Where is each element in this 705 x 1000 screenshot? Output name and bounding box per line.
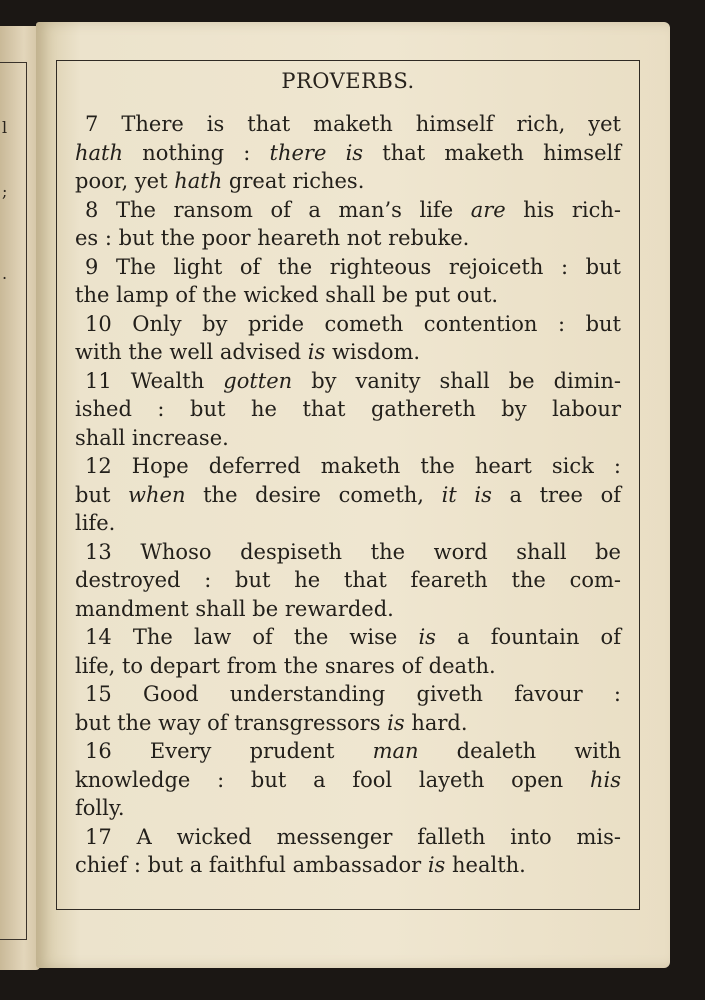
verse-16 — [75, 737, 621, 823]
left-page-fragment: l — [2, 118, 8, 137]
verse-number: 16 — [85, 739, 112, 763]
verse-line: es : but the poor heareth not rebuke. — [75, 226, 470, 250]
verse-11 — [75, 367, 621, 453]
verse-line: 9 The light of the righteous rejoiceth : but — [85, 254, 621, 279]
verse-line: 15 Good understanding giveth favour : — [85, 682, 621, 706]
verse-line: folly. — [75, 796, 125, 820]
verse-line: the lamp of the wicked shall be put out. — [75, 283, 499, 307]
verse-number: 7 — [85, 112, 99, 136]
verse-7 — [75, 110, 621, 196]
book-page — [36, 22, 670, 968]
left-page-edge — [0, 26, 40, 970]
page-header: PROVERBS. — [281, 69, 415, 93]
verse-line: 14 The law of the wise is a fountain of — [85, 625, 621, 649]
verse-number: 12 — [85, 454, 112, 478]
verse-number: 11 — [85, 368, 112, 393]
verse-line: life, to depart from the snares of death. — [75, 653, 496, 678]
verse-line: 7 There is that maketh himself rich, yet — [85, 112, 621, 136]
verse-13 — [75, 538, 621, 624]
verse-number: 17 — [85, 824, 112, 849]
verse-list — [75, 110, 621, 880]
verse-line: knowledge : but a fool layeth open his — [75, 767, 621, 792]
verse-8 — [75, 196, 621, 253]
verse-line: chief : but a faithful ambassador is health. — [75, 853, 526, 877]
verse-number: 14 — [85, 625, 112, 649]
verse-number: 8 — [85, 197, 99, 222]
page-border — [56, 60, 640, 910]
verse-line: with the well advised is wisdom. — [75, 340, 421, 364]
verse-line: life. — [75, 511, 116, 535]
verse-line: ished : but he that gathereth by labour — [75, 397, 621, 421]
verse-14 — [75, 623, 621, 680]
verse-number: 15 — [85, 682, 112, 706]
left-page-fragment: ; — [2, 182, 8, 201]
verse-line: destroyed : but he that feareth the com- — [75, 568, 621, 592]
verse-9 — [75, 253, 621, 310]
verse-15 — [75, 680, 621, 737]
verse-line: 12 Hope deferred maketh the heart sick : — [85, 454, 621, 478]
verse-line: hath nothing : there is that maketh himself — [75, 140, 621, 165]
verse-line: shall increase. — [75, 425, 229, 450]
verse-line: mandment shall be rewarded. — [75, 596, 394, 621]
verse-17 — [75, 823, 621, 880]
verse-12 — [75, 452, 621, 538]
verse-line: 11 Wealth gotten by vanity shall be dimin- — [85, 368, 621, 393]
verse-line: 8 The ransom of a man’s life are his rich- — [85, 197, 621, 222]
verse-number: 9 — [85, 254, 99, 279]
verse-line: poor, yet hath great riches. — [75, 169, 365, 193]
verse-line: 13 Whoso despiseth the word shall be — [85, 539, 621, 564]
verse-line: but the way of transgressors is hard. — [75, 710, 468, 735]
verse-number: 10 — [85, 311, 112, 336]
verse-10 — [75, 310, 621, 367]
verse-line: but when the desire cometh, it is a tree of — [75, 482, 621, 507]
verse-number: 13 — [85, 539, 112, 564]
left-page-fragment: . — [2, 264, 8, 283]
verse-line: 10 Only by pride cometh contention : but — [85, 311, 621, 336]
verse-line: 17 A wicked messenger falleth into mis- — [85, 824, 621, 849]
verse-line: 16 Every prudent man dealeth with — [85, 739, 621, 763]
